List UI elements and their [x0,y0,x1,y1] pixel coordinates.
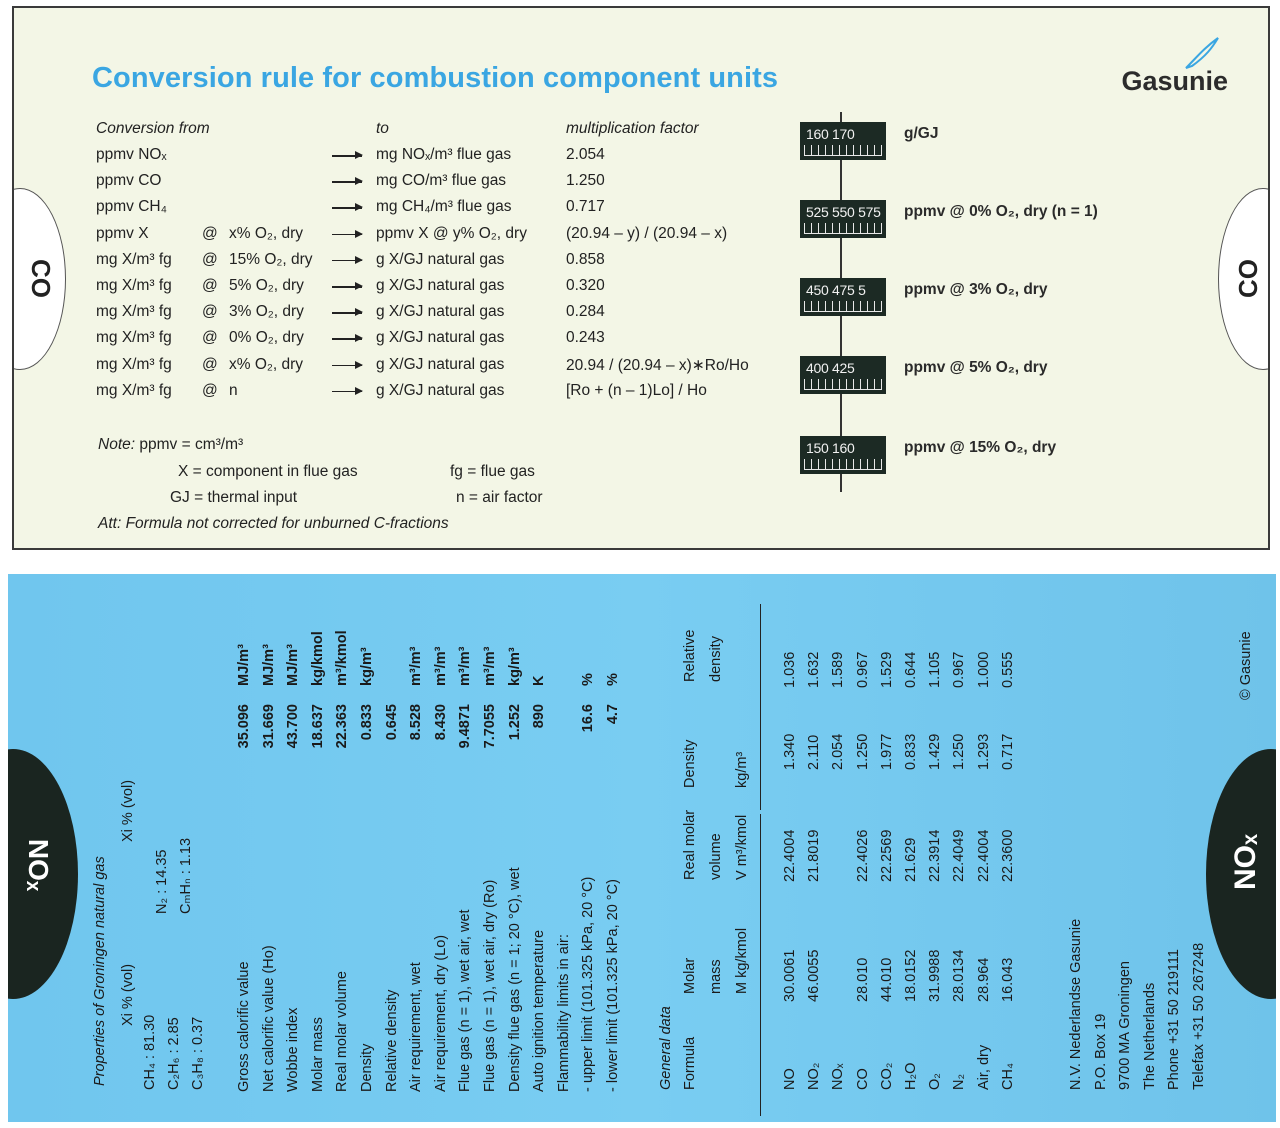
gen-density: 1.293 [975,733,992,770]
property-name: Air requirement, dry (Lo) [432,934,449,1092]
header-rel-density: density [708,636,724,682]
property-value: 22.363 [334,704,351,749]
arrow-icon [332,391,362,393]
oxygen-cell: 5% O₂, dry [229,277,304,294]
card-title: Conversion rule for combustion component units [92,62,779,94]
property-name: Gross calorific value [236,961,252,1092]
note-x: X = component in flue gas [178,463,358,480]
oxygen-cell: 0% O₂, dry [229,329,304,347]
nox-tab-label: NOₓ [1229,834,1262,890]
property-value: 16.6 [580,704,597,733]
scale-numbers: 450 475 5 [806,282,866,298]
property-value: 7.7055 [482,704,498,749]
property-value: 1.252 [506,704,523,741]
from-cell: ppmv NOₓ [96,146,167,163]
arrow-icon [332,338,362,340]
to-cell: g X/GJ natural gas [376,355,505,373]
scale-ticks [804,145,882,156]
gasunie-flame-icon [1182,36,1222,70]
from-cell: ppmv X [96,224,149,242]
gen-mass: 28.0134 [951,949,968,1002]
gen-rel-density: 1.000 [975,651,992,688]
property-unit: % [605,673,621,686]
header-mass: Molar [682,957,698,994]
address-line: Phone +31 50 219111 [1166,949,1182,1090]
gen-volume: 22.4004 [975,829,992,882]
properties-card [8,574,1276,1122]
scale-ticks [804,459,882,470]
scale-label: ppmv @ 5% O₂, dry [904,359,1048,376]
gen-volume: 21.629 [903,837,919,882]
gen-density: 0.833 [903,733,919,770]
gen-density: 0.717 [999,733,1016,770]
arrow-icon [332,155,362,157]
property-value: 31.669 [260,704,277,749]
xi-header: Xi % (vol) [120,779,136,842]
header-volume: Real molar [682,809,698,880]
conversion-card [12,6,1270,550]
gen-volume: 21.8019 [806,829,823,882]
arrow-icon [332,181,362,183]
to-cell: mg CH₄/m³ flue gas [376,198,512,216]
from-cell: mg X/m³ fg [96,250,172,268]
from-cell: mg X/m³ fg [96,303,172,321]
scale-window[interactable] [800,122,886,160]
gen-formula: H₂O [903,1062,919,1090]
header-factor: multiplication factor [566,120,699,137]
gen-mass: 44.010 [878,957,895,1002]
from-cell: mg X/m³ fg [96,381,172,399]
gen-mass: 16.043 [999,957,1016,1002]
header-mass: mass [708,959,724,994]
nox-tab-label: NOₓ [23,838,55,892]
property-value: 43.700 [285,704,302,749]
gen-formula: N₂ [951,1073,968,1090]
props-title: Properties of Groningen natural gas [92,856,108,1086]
arrow-icon [332,286,362,288]
property-name: Flammability limits in air: [555,934,572,1092]
factor-cell: 2.054 [566,146,605,163]
header-volume: volume [708,833,724,880]
gen-rel-density: 1.105 [927,651,944,688]
address-line: Telefax +31 50 267248 [1190,942,1207,1090]
address-line: N.V. Nederlandse Gasunie [1068,918,1084,1090]
property-value: 890 [531,704,548,729]
separator-line [760,916,761,1116]
scale-window[interactable] [800,200,886,238]
scale-window[interactable] [800,278,886,316]
gen-formula: CH₄ [999,1063,1016,1090]
property-name: Auto ignition temperature [531,929,548,1092]
gen-formula: CO [854,1068,871,1090]
property-name: Flue gas (n = 1), wet air, dry (Ro) [482,879,498,1092]
co-tab-right[interactable] [1218,188,1270,370]
property-unit: kg/m³ [506,647,523,686]
at-cell: @ [202,355,218,373]
scale-numbers: 400 425 [806,360,855,376]
gen-formula: NOₓ [830,1063,847,1090]
to-cell: mg CO/m³ flue gas [376,172,507,190]
arrow-icon [332,234,362,236]
gen-mass: 18.0152 [903,949,919,1002]
property-unit: MJ/m³ [260,644,277,686]
from-cell: mg X/m³ fg [96,329,172,347]
property-name: Relative density [383,989,400,1092]
property-unit: MJ/m³ [236,644,252,686]
gen-rel-density: 1.036 [782,651,798,688]
to-cell: ppmv X @ y% O₂, dry [376,224,527,242]
gen-rel-density: 0.644 [903,651,919,688]
at-cell: @ [202,329,218,347]
to-cell: g X/GJ natural gas [376,303,505,321]
property-name: Molar mass [309,1017,326,1092]
factor-cell: [Ro + (n – 1)Lo] / Ho [566,381,707,399]
arrow-icon [332,312,362,314]
co-tab-label: CO [26,259,56,298]
gen-mass: 28.964 [975,957,992,1002]
scale-numbers: 150 160 [806,440,855,456]
header-from: Conversion from [96,120,210,137]
property-value: 35.096 [236,704,252,749]
factor-cell: 20.94 / (20.94 – x)∗Ro/Ho [566,356,749,374]
gen-volume: 22.2569 [878,829,895,882]
arrow-icon [332,365,362,367]
address-line: The Netherlands [1141,982,1158,1090]
gen-density: 1.429 [927,733,944,770]
gen-rel-density: 1.632 [806,651,823,688]
gen-formula: Air, dry [975,1044,992,1090]
scale-numbers: 525 550 575 [806,204,881,220]
address-line: 9700 MA Groningen [1117,961,1133,1090]
property-name: Air requirement, wet [408,962,425,1092]
from-cell: ppmv CO [96,172,162,190]
property-value: 8.430 [432,704,449,741]
property-name: Real molar volume [334,971,351,1092]
xi-value: N₂ : 14.35 [154,849,170,914]
property-name: Net calorific value (Ho) [260,945,277,1092]
property-value: 4.7 [605,704,621,725]
property-unit: K [531,675,548,686]
gen-rel-density: 0.967 [951,651,968,688]
arrow-icon [332,260,362,262]
note-n: n = air factor [456,489,543,506]
factor-cell: 0.243 [566,329,605,347]
oxygen-cell: n [229,381,238,399]
property-value: 9.4871 [457,704,474,749]
header-density: kg/m³ [734,751,750,788]
gen-mass: 46.0055 [806,949,823,1002]
co-tab-label: CO [1233,259,1263,298]
header-formula: Formula [682,1036,698,1090]
property-value: 18.637 [309,704,326,749]
property-name: - lower limit (101.325 kPa, 20 °C) [605,879,621,1092]
gen-volume: 22.4026 [854,829,871,882]
factor-cell: 0.858 [566,250,605,268]
gen-rel-density: 1.529 [878,651,895,688]
property-unit: % [580,673,597,686]
separator-line [760,710,761,810]
nox-tab-right[interactable] [1206,749,1276,999]
property-value: 0.833 [359,704,375,741]
property-unit: m³/m³ [432,646,449,686]
from-cell: mg X/m³ fg [96,277,172,294]
from-cell: ppmv CH₄ [96,198,167,216]
gen-volume: 22.3600 [999,829,1016,882]
gen-density: 2.054 [830,733,847,770]
property-name: Density [359,1043,375,1092]
scale-ticks [804,379,882,390]
gen-density: 1.250 [951,733,968,770]
header-mass: M kg/kmol [734,927,750,994]
gen-volume: 22.4049 [951,829,968,882]
gen-density: 1.340 [782,733,798,770]
xi-value: C₂H₆ : 2.85 [166,1017,182,1090]
to-cell: g X/GJ natural gas [376,329,505,347]
gen-mass: 28.010 [854,957,871,1002]
gen-formula: O₂ [927,1073,944,1090]
gen-density: 1.250 [854,733,871,770]
nox-tab-left[interactable] [8,749,78,999]
gen-formula: CO₂ [878,1062,895,1090]
gen-volume: 22.3914 [927,829,944,882]
note-gj: GJ = thermal input [170,489,298,506]
note-fg: fg = flue gas [450,463,535,480]
co-tab-left[interactable] [12,188,66,370]
property-value: 8.528 [408,704,425,741]
separator-line [760,604,761,724]
at-cell: @ [202,303,218,321]
at-cell: @ [202,224,218,242]
factor-cell: 0.320 [566,277,605,294]
scale-numbers: 160 170 [806,126,855,142]
property-unit: kg/kmol [309,631,326,686]
address-line: P.O. Box 19 [1092,1013,1109,1090]
to-cell: g X/GJ natural gas [376,250,505,268]
separator-line [760,814,761,924]
gen-volume: 22.4004 [782,829,798,882]
oxygen-cell: x% O₂, dry [229,224,304,242]
factor-cell: 0.284 [566,303,605,321]
factor-cell: (20.94 – y) / (20.94 – x) [566,224,728,242]
general-title: General data [658,1006,674,1090]
xi-value: C₃H₈ : 0.37 [190,1016,206,1090]
gen-mass: 30.0061 [782,949,798,1002]
xi-value: CH₄ : 81.30 [142,1014,158,1090]
scale-label: ppmv @ 3% O₂, dry [904,281,1048,298]
gen-mass: 31.9988 [927,949,944,1002]
factor-cell: 0.717 [566,198,605,216]
property-unit: m³/kmol [334,630,351,686]
gasunie-logo: Gasunie [1121,66,1228,96]
at-cell: @ [202,250,218,268]
property-name: Flue gas (n = 1), wet air, wet [457,909,474,1092]
gen-formula: NO [782,1068,798,1090]
to-cell: g X/GJ natural gas [376,381,505,399]
note-att: Att: Formula not corrected for unburned C-fractions [98,515,449,532]
property-unit: kg/m³ [359,647,375,686]
scale-label: g/GJ [904,125,939,142]
scale-ticks [804,223,882,234]
copyright: © Gasunie [1238,631,1254,700]
scale-ticks [804,301,882,312]
header-volume: V m³/kmol [734,814,750,880]
gen-rel-density: 0.555 [999,651,1016,688]
at-cell: @ [202,277,218,294]
note-line: Note: ppmv = cm³/m³ [98,436,244,453]
oxygen-cell: x% O₂, dry [229,355,304,373]
property-unit: m³/m³ [482,646,498,686]
header-density: Density [682,739,698,788]
factor-cell: 1.250 [566,172,605,190]
scale-window[interactable] [800,436,886,474]
property-unit: m³/m³ [457,646,474,686]
property-value: 0.645 [383,704,400,741]
xi-value: CₘHₙ : 1.13 [178,837,194,914]
scale-label: ppmv @ 0% O₂, dry (n = 1) [904,203,1098,220]
property-name: - upper limit (101.325 kPa, 20 °C) [580,876,597,1092]
arrow-icon [332,207,362,209]
xi-header: Xi % (vol) [120,963,136,1026]
property-name: Density flue gas (n = 1; 20 °C), wet [506,867,523,1092]
property-unit: MJ/m³ [285,644,302,686]
scale-window[interactable] [800,356,886,394]
scale-label: ppmv @ 15% O₂, dry [904,439,1057,456]
to-cell: g X/GJ natural gas [376,277,505,294]
gen-formula: NO₂ [806,1062,823,1090]
gen-density: 2.110 [806,734,823,770]
oxygen-cell: 3% O₂, dry [229,303,304,321]
to-cell: mg NOₓ/m³ flue gas [376,146,512,163]
oxygen-cell: 15% O₂, dry [229,250,313,268]
header-to: to [376,120,389,137]
from-cell: mg X/m³ fg [96,355,172,373]
at-cell: @ [202,381,218,399]
gen-density: 1.977 [878,733,895,770]
property-name: Wobbe index [285,1007,302,1092]
property-unit: m³/m³ [408,646,425,686]
gen-rel-density: 0.967 [854,651,871,688]
gen-rel-density: 1.589 [830,651,847,688]
header-rel-density: Relative [682,629,698,682]
